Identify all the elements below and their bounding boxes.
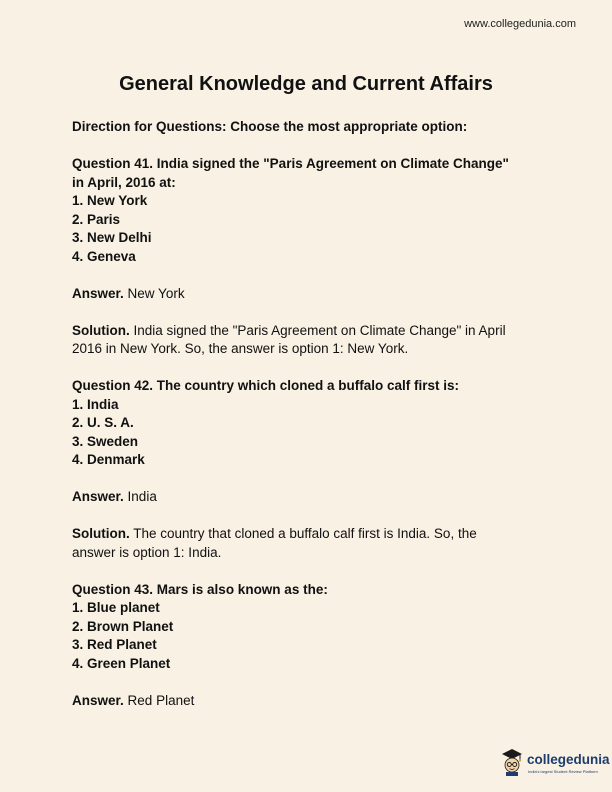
option-item: 3. New Delhi — [72, 230, 152, 245]
document-body — [72, 118, 542, 710]
solution-text: India signed the "Paris Agreement on Climate Change" in April — [133, 322, 506, 338]
solution-text: answer is option 1: India. — [72, 544, 222, 560]
answer-line — [72, 285, 542, 304]
option-item: 2. Paris — [72, 211, 121, 227]
solution-label: Solution. — [72, 322, 130, 338]
option-item: 1. New York — [72, 193, 148, 208]
logo-name: collegedunia — [527, 752, 610, 767]
graduate-mascot-icon — [499, 748, 525, 776]
answer-value: Red Planet — [127, 692, 195, 708]
answer-label: Answer. — [72, 489, 124, 504]
answer-line — [72, 692, 542, 711]
answer-value: New York — [127, 285, 185, 301]
question-block — [72, 155, 542, 359]
solution-label: Solution. — [72, 526, 130, 541]
collegedunia-logo[interactable] — [499, 748, 610, 778]
option-item: 2. Brown Planet — [72, 618, 174, 634]
question-block — [72, 581, 542, 711]
answer-value: India — [127, 489, 157, 504]
option-item: 1. Blue planet — [72, 600, 160, 615]
answer-line — [72, 488, 542, 507]
option-item: 2. U. S. A. — [72, 415, 134, 430]
answer-label: Answer. — [72, 692, 124, 708]
question-block — [72, 377, 542, 562]
question-title: Question 43. Mars is also known as the: — [72, 581, 328, 597]
solution-text: 2016 in New York. So, the answer is option 1: New York. — [72, 341, 409, 356]
solution-text: The country that cloned a buffalo calf first is India. So, the — [133, 526, 477, 541]
option-item: 4. Denmark — [72, 452, 145, 467]
answer-label: Answer. — [72, 285, 124, 301]
logo-tagline: India's largest Student Review Platform — [528, 769, 598, 774]
option-item: 1. India — [72, 396, 119, 412]
option-item: 3. Sweden — [72, 433, 139, 449]
question-title: Question 42. The country which cloned a buffalo calf first is: — [72, 378, 460, 393]
solution-line — [72, 525, 542, 544]
option-item: 4. Green Planet — [72, 655, 171, 671]
option-item: 4. Geneva — [72, 248, 136, 264]
page-title: General Knowledge and Current Affairs — [119, 73, 493, 95]
direction-text: Direction for Questions: Choose the most appropriate option: — [72, 119, 468, 134]
question-title: in April, 2016 at: — [72, 174, 176, 190]
option-item: 3. Red Planet — [72, 637, 157, 652]
solution-line — [72, 322, 542, 341]
question-title: Question 41. India signed the "Paris Agreement on Climate Change" — [72, 156, 509, 171]
site-url[interactable]: www.collegedunia.com — [464, 18, 576, 30]
